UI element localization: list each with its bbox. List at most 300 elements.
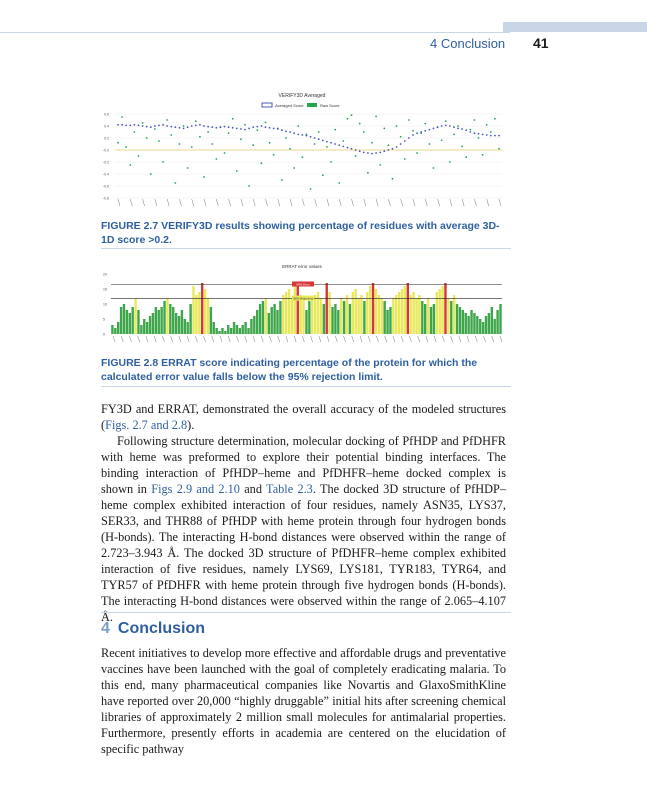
averaged-score-point bbox=[355, 149, 357, 151]
errat-bar bbox=[268, 313, 270, 334]
conclusion-paragraph bbox=[101, 645, 506, 757]
figure-2-8-caption bbox=[101, 356, 511, 384]
averaged-score-point bbox=[412, 134, 414, 136]
raw-score-point bbox=[457, 125, 459, 127]
x-tick-label bbox=[376, 336, 378, 342]
errat-bar bbox=[253, 316, 255, 334]
x-tick-label bbox=[368, 336, 370, 342]
averaged-score-point bbox=[326, 141, 328, 143]
averaged-score-point bbox=[248, 128, 250, 130]
x-tick-label bbox=[426, 336, 428, 342]
x-tick-label bbox=[335, 336, 337, 342]
averaged-score-point bbox=[236, 128, 238, 130]
x-tick-label bbox=[278, 199, 280, 206]
errat-bar bbox=[465, 313, 467, 334]
raw-score-point bbox=[387, 144, 389, 146]
errat-bar bbox=[259, 304, 261, 334]
averaged-score-point bbox=[133, 124, 135, 126]
caption-rule bbox=[101, 248, 511, 249]
averaged-score-point bbox=[240, 128, 242, 130]
raw-score-point bbox=[232, 118, 234, 120]
errat-bar bbox=[476, 316, 478, 334]
errat-bar bbox=[334, 304, 336, 334]
averaged-score-point bbox=[478, 133, 480, 135]
errat-bar bbox=[140, 325, 142, 334]
errat-bar bbox=[323, 304, 325, 334]
averaged-score-point bbox=[228, 126, 230, 128]
errat-bar bbox=[282, 295, 284, 334]
errat-bar bbox=[299, 295, 301, 334]
raw-score-point bbox=[260, 162, 262, 164]
x-tick-label bbox=[339, 199, 341, 206]
raw-score-point bbox=[375, 116, 377, 118]
errat-bar bbox=[375, 289, 377, 334]
averaged-score-point bbox=[347, 147, 349, 149]
errat-bar bbox=[117, 322, 119, 334]
averaged-score-point bbox=[396, 146, 398, 148]
y-tick-label: -0.0 bbox=[102, 148, 109, 153]
raw-score-point bbox=[338, 182, 340, 184]
x-tick-label bbox=[245, 336, 247, 342]
x-tick-label bbox=[118, 199, 120, 206]
y-tick-label: 0 bbox=[103, 332, 105, 337]
averaged-score-point bbox=[289, 131, 291, 133]
averaged-score-point bbox=[187, 126, 189, 128]
averaged-score-point bbox=[416, 132, 418, 134]
x-tick-label bbox=[484, 336, 486, 342]
errat-bar bbox=[201, 283, 203, 334]
averaged-score-point bbox=[457, 128, 459, 130]
x-tick-label bbox=[129, 336, 131, 342]
averaged-score-point bbox=[437, 126, 439, 128]
errat-bar bbox=[427, 298, 429, 334]
averaged-score-point bbox=[293, 132, 295, 134]
averaged-score-point bbox=[441, 125, 443, 127]
averaged-score-point bbox=[174, 126, 176, 128]
raw-score-point bbox=[170, 134, 172, 136]
x-tick-label bbox=[204, 199, 206, 206]
averaged-score-point bbox=[121, 124, 123, 126]
x-tick-label bbox=[265, 199, 267, 206]
raw-score-point bbox=[404, 158, 406, 160]
errat-bar bbox=[204, 289, 206, 334]
errat-bar bbox=[288, 289, 290, 334]
errat-bar bbox=[192, 286, 194, 334]
x-tick-label bbox=[401, 336, 403, 342]
errat-bar bbox=[412, 292, 414, 334]
x-tick-label bbox=[286, 336, 288, 342]
errat-bar bbox=[340, 298, 342, 334]
raw-score-point bbox=[207, 131, 209, 133]
x-tick-label bbox=[220, 336, 222, 342]
raw-score-point bbox=[166, 119, 168, 121]
figs-2-7-2-8-link[interactable]: Figs. 2.7 and 2.8 bbox=[105, 418, 188, 432]
errat-bar bbox=[149, 316, 151, 334]
errat-bar bbox=[456, 304, 458, 334]
errat-bar bbox=[265, 298, 267, 334]
raw-score-point bbox=[179, 143, 181, 145]
averaged-score-point bbox=[338, 144, 340, 146]
raw-score-point bbox=[449, 161, 451, 163]
averaged-score-point bbox=[449, 125, 451, 127]
x-tick-label bbox=[413, 199, 415, 206]
raw-score-point bbox=[150, 173, 152, 175]
errat-bar bbox=[166, 298, 168, 334]
averaged-score-point bbox=[220, 126, 222, 128]
errat-x-ticks bbox=[113, 336, 502, 342]
errat-bar bbox=[424, 304, 426, 334]
raw-score-point bbox=[248, 185, 250, 187]
averaged-score-point bbox=[199, 124, 201, 126]
errat-bar bbox=[302, 298, 304, 334]
raw-score-point bbox=[392, 178, 394, 180]
x-tick-label bbox=[425, 199, 427, 206]
x-tick-label bbox=[474, 199, 476, 206]
x-tick-label bbox=[344, 336, 346, 342]
averaged-score-point bbox=[420, 131, 422, 133]
x-tick-label bbox=[138, 336, 140, 342]
errat-bar bbox=[496, 310, 498, 334]
raw-score-point bbox=[412, 130, 414, 132]
legend-averaged-swatch bbox=[262, 103, 272, 107]
errat-bar bbox=[485, 316, 487, 334]
x-tick-label bbox=[216, 199, 218, 206]
raw-score-point bbox=[256, 129, 258, 131]
figs-2-9-2-10-link[interactable]: Figs 2.9 and 2.10 bbox=[151, 482, 240, 496]
x-tick-label bbox=[278, 336, 280, 342]
raw-score-point bbox=[183, 125, 185, 127]
averaged-score-point bbox=[445, 125, 447, 127]
x-tick-label bbox=[155, 199, 157, 206]
averaged-score-point bbox=[215, 127, 217, 129]
x-tick-label bbox=[171, 336, 173, 342]
errat-bar bbox=[383, 301, 385, 334]
verify3d-chart-title: VERIFY3D Averaged bbox=[278, 93, 326, 99]
errat-bar bbox=[418, 295, 420, 334]
raw-score-point bbox=[133, 131, 135, 133]
y-tick-label: 15 bbox=[103, 287, 107, 292]
errat-bar bbox=[462, 310, 464, 334]
raw-score-point bbox=[396, 125, 398, 127]
averaged-score-point bbox=[232, 127, 234, 129]
y-tick-label: -0.6 bbox=[102, 184, 109, 189]
errat-bar bbox=[331, 307, 333, 334]
x-tick-label bbox=[311, 336, 313, 342]
errat-bar bbox=[184, 319, 186, 334]
x-tick-label bbox=[261, 336, 263, 342]
averaged-score-point bbox=[211, 126, 213, 128]
averaged-score-point bbox=[285, 131, 287, 133]
x-tick-label bbox=[121, 336, 123, 342]
averaged-score-point bbox=[392, 148, 394, 150]
errat-bar bbox=[213, 322, 215, 334]
x-tick-label bbox=[315, 199, 317, 206]
x-tick-label bbox=[195, 336, 197, 342]
raw-score-point bbox=[371, 142, 373, 144]
averaged-score-point bbox=[224, 126, 226, 128]
errat-bar bbox=[305, 310, 307, 334]
x-tick-label bbox=[492, 336, 494, 342]
errat-bar bbox=[436, 292, 438, 334]
errat-bar bbox=[111, 325, 113, 334]
errat-bar bbox=[175, 313, 177, 334]
errat-bar bbox=[430, 307, 432, 334]
figure-2-7-label: FIGURE 2.7 bbox=[101, 220, 159, 232]
errat-bar bbox=[473, 313, 475, 334]
section-heading bbox=[101, 620, 205, 638]
raw-score-point bbox=[326, 146, 328, 148]
errat-bar bbox=[308, 301, 310, 334]
raw-score-point bbox=[174, 182, 176, 184]
errat-bar bbox=[369, 286, 371, 334]
errat-bar bbox=[134, 298, 136, 334]
errat-bar bbox=[447, 298, 449, 334]
raw-score-point bbox=[117, 142, 119, 144]
errat-bar bbox=[215, 328, 217, 334]
averaged-score-point bbox=[125, 125, 127, 127]
errat-bar bbox=[195, 295, 197, 334]
averaged-score-point bbox=[273, 128, 275, 130]
averaged-score-point bbox=[474, 132, 476, 134]
averaged-score-point bbox=[351, 148, 353, 150]
x-tick-label bbox=[418, 336, 420, 342]
errat-bar bbox=[163, 301, 165, 334]
averaged-score-point bbox=[117, 124, 119, 126]
x-tick-label bbox=[179, 336, 181, 342]
errat-bar bbox=[114, 328, 116, 334]
errat-bar bbox=[250, 319, 252, 334]
errat-bar bbox=[291, 298, 293, 334]
x-tick-label bbox=[253, 199, 255, 206]
raw-score-point bbox=[125, 146, 127, 148]
errat-bar bbox=[482, 322, 484, 334]
averaged-score-point bbox=[330, 142, 332, 144]
errat-bar bbox=[230, 328, 232, 334]
averaged-score-point bbox=[256, 126, 258, 128]
section-rule bbox=[101, 612, 511, 613]
x-tick-label bbox=[393, 336, 395, 342]
errat-bar bbox=[311, 298, 313, 334]
errat-bar bbox=[328, 292, 330, 334]
errat-bar bbox=[247, 328, 249, 334]
raw-score-point bbox=[297, 125, 299, 127]
legend-raw-swatch bbox=[307, 103, 317, 107]
header-accent-bar bbox=[503, 22, 647, 32]
verify3d-x-ticks bbox=[118, 199, 501, 206]
averaged-score-point bbox=[433, 128, 435, 130]
running-head: 4 Conclusion bbox=[430, 36, 506, 51]
figure-2-7-text: VERIFY3D results showing percentage of residues with average 3D-1D score >0.2. bbox=[101, 220, 500, 246]
errat-bar bbox=[381, 298, 383, 334]
errat-chart bbox=[97, 262, 507, 354]
errat-bar bbox=[270, 307, 272, 334]
errat-bar bbox=[386, 310, 388, 334]
raw-score-point bbox=[383, 128, 385, 130]
y-tick-label: -0.8 bbox=[102, 196, 109, 201]
errat-y-ticks bbox=[103, 273, 107, 337]
errat-bar bbox=[320, 298, 322, 334]
raw-score-point bbox=[146, 137, 148, 139]
raw-score-point bbox=[310, 188, 312, 190]
errat-bar bbox=[262, 301, 264, 334]
errat-bar bbox=[256, 310, 258, 334]
table-2-3-link[interactable]: Table 2.3 bbox=[266, 482, 313, 496]
errat-bar bbox=[357, 298, 359, 334]
x-tick-label bbox=[179, 199, 181, 206]
errat-bar bbox=[224, 331, 226, 334]
averaged-score-point bbox=[244, 129, 246, 131]
raw-score-point bbox=[359, 123, 361, 125]
conclusion-text: Recent initiatives to develop more effective and affordable drugs and preventative vaccines have been launched with the goal of completely eradicating malaria. To this end, many pharmaceutical companies like Novartis and GlaxoSmithKline have reported over 20,000 “highly druggable” initial hits after screening chemical libraries of approximately 2 million small molecules for antimalarial properties. Furthermore, presently efforts in academia are centered on the elucidation of specific pathway bbox=[101, 646, 506, 756]
errat-bar bbox=[337, 310, 339, 334]
figure-2-8-text: ERRAT score indicating percentage of the protein for which the calculated error value falls below the 95% rejection limit. bbox=[101, 357, 478, 383]
limit-label: 99% Error bbox=[296, 282, 310, 287]
errat-bar bbox=[453, 295, 455, 334]
x-tick-label bbox=[187, 336, 189, 342]
averaged-score-point bbox=[498, 135, 500, 137]
x-tick-label bbox=[228, 336, 230, 342]
errat-bar bbox=[378, 295, 380, 334]
averaged-score-point bbox=[207, 126, 209, 128]
x-tick-label bbox=[352, 199, 354, 206]
errat-bar bbox=[326, 283, 328, 334]
raw-score-point bbox=[142, 122, 144, 124]
errat-bar bbox=[459, 307, 461, 334]
paragraph-2-text-c: . The docked 3D structure of PfHDP–heme complex exhibited interaction of four residues, namely ASN35, LYS37, SER33, and THR88 of PfHDP with heme protein through four hydrogen bonds (H-bonds). The interacting H-bond distances were observed within the range of 2.723–3.943 Å. The docked 3D structure of PfDHFR–heme complex exhibited interaction of five residues, namely LYS69, LYS181, TYR183, TYR64, and TYR57 of PfDHFR with heme protein through five hydrogen bonds (H-bonds). The interacting H-bond distances were observed within the range of 2.065–4.107 Å. bbox=[101, 482, 506, 624]
raw-score-point bbox=[203, 176, 205, 178]
errat-bar bbox=[366, 292, 368, 334]
raw-score-point bbox=[211, 143, 213, 145]
errat-bar bbox=[198, 292, 200, 334]
raw-score-point bbox=[424, 123, 426, 125]
averaged-score-point bbox=[486, 134, 488, 136]
averaged-score-point bbox=[408, 137, 410, 139]
errat-bar bbox=[407, 283, 409, 334]
paragraph-2-text-a: Following structure determination, molecular docking of PfHDP and PfDHFR with heme was preformed to explore their potential binding interfaces. The binding interaction of PfHDP–heme and PfDHFR–heme docked complex is shown in bbox=[101, 434, 506, 496]
raw-score-point bbox=[301, 156, 303, 158]
header-rule bbox=[0, 32, 510, 33]
page-number: 41 bbox=[533, 35, 549, 51]
errat-bar bbox=[155, 307, 157, 334]
errat-bar bbox=[123, 304, 125, 334]
x-tick-label bbox=[352, 336, 354, 342]
averaged-score-point bbox=[490, 135, 492, 137]
errat-bar bbox=[415, 298, 417, 334]
limit-label: 95% Rejecting bbox=[293, 296, 313, 301]
raw-score-point bbox=[224, 152, 226, 154]
raw-score-point bbox=[363, 131, 365, 133]
averaged-score-point bbox=[371, 153, 373, 155]
averaged-score-point bbox=[158, 125, 160, 127]
raw-score-point bbox=[228, 132, 230, 134]
raw-score-point bbox=[281, 179, 283, 181]
errat-bar bbox=[372, 283, 374, 334]
raw-score-point bbox=[236, 170, 238, 172]
x-tick-label bbox=[475, 336, 477, 342]
errat-bar bbox=[187, 322, 189, 334]
x-tick-label bbox=[212, 336, 214, 342]
errat-bar bbox=[349, 304, 351, 334]
errat-bar bbox=[441, 286, 443, 334]
errat-bar bbox=[169, 304, 171, 334]
errat-bar bbox=[189, 304, 191, 334]
x-tick-label bbox=[269, 336, 271, 342]
errat-bar bbox=[410, 295, 412, 334]
raw-score-point bbox=[265, 122, 267, 124]
raw-score-point bbox=[351, 114, 353, 116]
raw-score-point bbox=[318, 131, 320, 133]
averaged-score-point bbox=[203, 125, 205, 127]
raw-score-point bbox=[490, 131, 492, 133]
averaged-score-point bbox=[146, 126, 148, 128]
raw-score-point bbox=[416, 152, 418, 154]
averaged-score-point bbox=[277, 128, 279, 130]
raw-score-point bbox=[154, 128, 156, 130]
x-tick-label bbox=[376, 199, 378, 206]
errat-bar bbox=[131, 307, 133, 334]
raw-score-point bbox=[215, 158, 217, 160]
raw-score-point bbox=[252, 144, 254, 146]
raw-score-point bbox=[322, 174, 324, 176]
x-tick-label bbox=[167, 199, 169, 206]
averaged-score-point bbox=[375, 152, 377, 154]
averaged-score-point bbox=[281, 129, 283, 131]
errat-bar bbox=[236, 325, 238, 334]
errat-bar bbox=[433, 304, 435, 334]
x-tick-label bbox=[459, 336, 461, 342]
x-tick-label bbox=[451, 336, 453, 342]
averaged-score-point bbox=[387, 149, 389, 151]
raw-score-point bbox=[289, 148, 291, 150]
errat-bar bbox=[221, 328, 223, 334]
averaged-score-point bbox=[453, 126, 455, 128]
errat-bar bbox=[152, 313, 154, 334]
x-tick-label bbox=[143, 199, 145, 206]
raw-score-point bbox=[244, 124, 246, 126]
errat-bar bbox=[314, 295, 316, 334]
averaged-score-point bbox=[367, 152, 369, 154]
errat-bar bbox=[126, 310, 128, 334]
section-title: Conclusion bbox=[117, 620, 206, 637]
errat-bar bbox=[488, 313, 490, 334]
averaged-score-point bbox=[461, 128, 463, 130]
averaged-score-point bbox=[183, 128, 185, 130]
averaged-score-point bbox=[494, 135, 496, 137]
x-tick-label bbox=[253, 336, 255, 342]
y-tick-label: -0.4 bbox=[102, 172, 109, 177]
errat-bar bbox=[146, 322, 148, 334]
raw-score-point bbox=[314, 143, 316, 145]
averaged-score-point bbox=[469, 131, 471, 133]
errat-bar bbox=[470, 310, 472, 334]
errat-bar bbox=[207, 298, 209, 334]
x-tick-label bbox=[327, 199, 329, 206]
raw-score-point bbox=[498, 148, 500, 150]
errat-bar bbox=[137, 310, 139, 334]
y-tick-label: 0.6 bbox=[104, 112, 109, 117]
raw-score-point bbox=[453, 134, 455, 136]
raw-score-point bbox=[285, 137, 287, 139]
errat-bar bbox=[354, 289, 356, 334]
errat-bar bbox=[479, 319, 481, 334]
averaged-score-point bbox=[170, 126, 172, 128]
raw-score-point bbox=[379, 164, 381, 166]
raw-score-point bbox=[342, 140, 344, 142]
averaged-score-point bbox=[260, 125, 262, 127]
paragraph-1-end: ). bbox=[187, 418, 195, 432]
averaged-score-point bbox=[342, 146, 344, 148]
raw-score-point bbox=[400, 136, 402, 138]
